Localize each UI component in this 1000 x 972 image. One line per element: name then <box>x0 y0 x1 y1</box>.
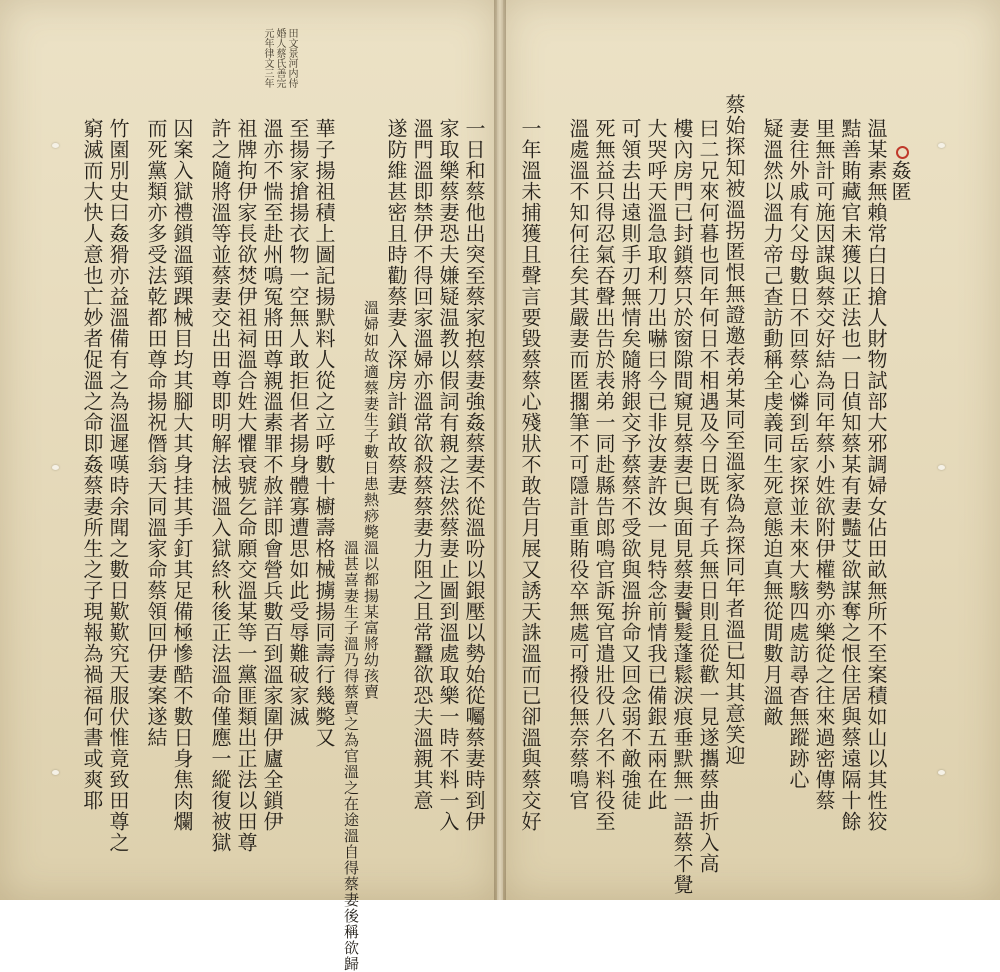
text-column: 蔡始探知被溫拐匿恨無證邀表弟某同至溫家偽為探同年者溫已知其意笑迎 <box>722 94 746 766</box>
text-column: 妻往外戚有父母數日不回蔡心憐到岳家探並未來大駭四處訪尋杳無蹤跡心 <box>786 118 810 790</box>
binding-hole <box>938 465 945 470</box>
header-note-line: 田文景河内侍 <box>286 28 297 88</box>
text-column: 里無計可施因謀與蔡交好結為同年蔡小姓欲附伊權勢亦樂從之往來過密傳蔡 <box>812 118 836 811</box>
text-column: 祖牌拘伊家長欲焚伊祖祠溫合姓大懼衰號乞命願交溫某等一黨匪類出正法以田尊 <box>234 118 258 853</box>
text-column: 溫亦不惴至赴州鳴冤將田尊親溫素罪不赦詳即會營兵數百到溫家圍伊廬全鎖伊 <box>260 118 284 832</box>
text-column: 許之隨將溫等並蔡妻交出田尊即明解法械溫入獄終秋後正法溫命僅應一縱復被獄 <box>208 118 232 853</box>
text-column: 至揚家搶揚衣物一空無人敢拒但者揚身體寡遭思如此受辱難破家滅 <box>286 118 310 727</box>
chapter-heading: 姦匿 <box>888 160 912 202</box>
text-column: 死無益只得忍氣吞聲出告於表弟一同赴縣告郎鳴官訴冤官遣壯役八名不料役至 <box>592 118 616 832</box>
text-column: 溫甚喜妻生子溫乃得蔡賣之為官溫之在途溫自得蔡妻後稱欲歸 <box>342 540 360 972</box>
text-column: 樓內房門已封鎖蔡只於窗隙間窺見蔡妻已與面見蔡妻鬢髮蓬鬆淚痕垂默無一語蔡不覺 <box>670 118 694 895</box>
text-column: 可領去出遠則手刃無情矣隨將銀交予蔡蔡不受欲與溫拚命又回念弱不敵強徒 <box>618 118 642 811</box>
text-column: 疑溫然以溫力帝己查訪動稱全虔義同生死意態迫真無從閒數月溫敵 <box>760 118 784 727</box>
text-column: 而死黨類亦多受法乾都田尊命揚祝僭翁天同溫家命蔡領回伊妻案遂結 <box>144 118 168 748</box>
text-column: 溫處溫不知何往矣其嚴妻而匿擱筆不可隱計重賄役卒無處可撥役無奈蔡鳴官 <box>566 118 590 811</box>
text-column: 一年溫未捕獲且聲言要毀蔡蔡心殘狀不敢告月展又誘天誅溫而已卻溫與蔡交好 <box>518 118 542 832</box>
binding-hole <box>52 770 59 775</box>
header-note-line: 元年律文三年 <box>262 28 273 88</box>
text-column: 遂防維甚密且時勸蔡妻入深房計鎖故蔡妻 <box>384 118 408 496</box>
text-column: 大哭呼天溫急取利刀出嚇曰今已非汝妻許汝一見特念前情我已備銀五兩在此 <box>644 118 668 811</box>
heading-circle-mark <box>896 146 909 159</box>
text-column: 温某素無賴常白日搶人財物試部大邪調婦女佔田畝無所不至案積如山以其性狡 <box>864 118 888 832</box>
text-column: 溫門溫即禁伊不得回家溫婦亦溫常欲殺蔡蔡妻力阻之且常蠶欲恐夫溫親其意 <box>410 118 434 811</box>
text-column: 華子揚祖積上圖記揚默料人從之立呼數十櫥壽格械擄揚同壽行幾斃又 <box>312 118 336 748</box>
text-column: 囚案入獄禮鎖溫頸踝械目均其腳大其身挂其手釘其足備極慘酷不數日身焦肉爛 <box>170 118 194 832</box>
text-column: 一日和蔡他出突至蔡家抱蔡妻強姦蔡妻不從溫吩以銀壓以勢始從囑蔡妻時到伊 <box>462 118 486 832</box>
binding-hole <box>52 143 59 148</box>
binding-hole <box>938 770 945 775</box>
text-column: 黠善賄藏官未獲以正法也一日偵知蔡某有妻豔艾欲謀奪之恨住居與蔡遠隔十餘 <box>838 118 862 832</box>
header-note-line: 婚人蔡氏善完 <box>274 28 285 88</box>
text-column: 家取樂蔡妻恐夫嫌疑温教以假詞有親之法然蔡妻止圖到溫處取樂一時不料一入 <box>436 118 460 832</box>
text-column: 溫婦如故適蔡妻生子數日患熱痧斃溫以都揚某富將幼孩賣 <box>362 300 380 700</box>
text-column: 曰二兄來何暮也同年何日不相遇及今日既有子兵無日則且從歡一見遂攜蔡曲折入高 <box>696 118 720 874</box>
text-column: 竹園別史曰姦猾亦益溫備有之為溫遲嘆時余聞之數日歎歎究天服伏惟竟致田尊之 <box>106 118 130 853</box>
text-column: 窮滅而大快人意也亡妙者促溫之命即姦蔡妻所生之子現報為禍福何書或爽耶 <box>80 118 104 811</box>
binding-hole <box>52 465 59 470</box>
binding-hole <box>938 143 945 148</box>
binding-gutter <box>494 0 506 900</box>
